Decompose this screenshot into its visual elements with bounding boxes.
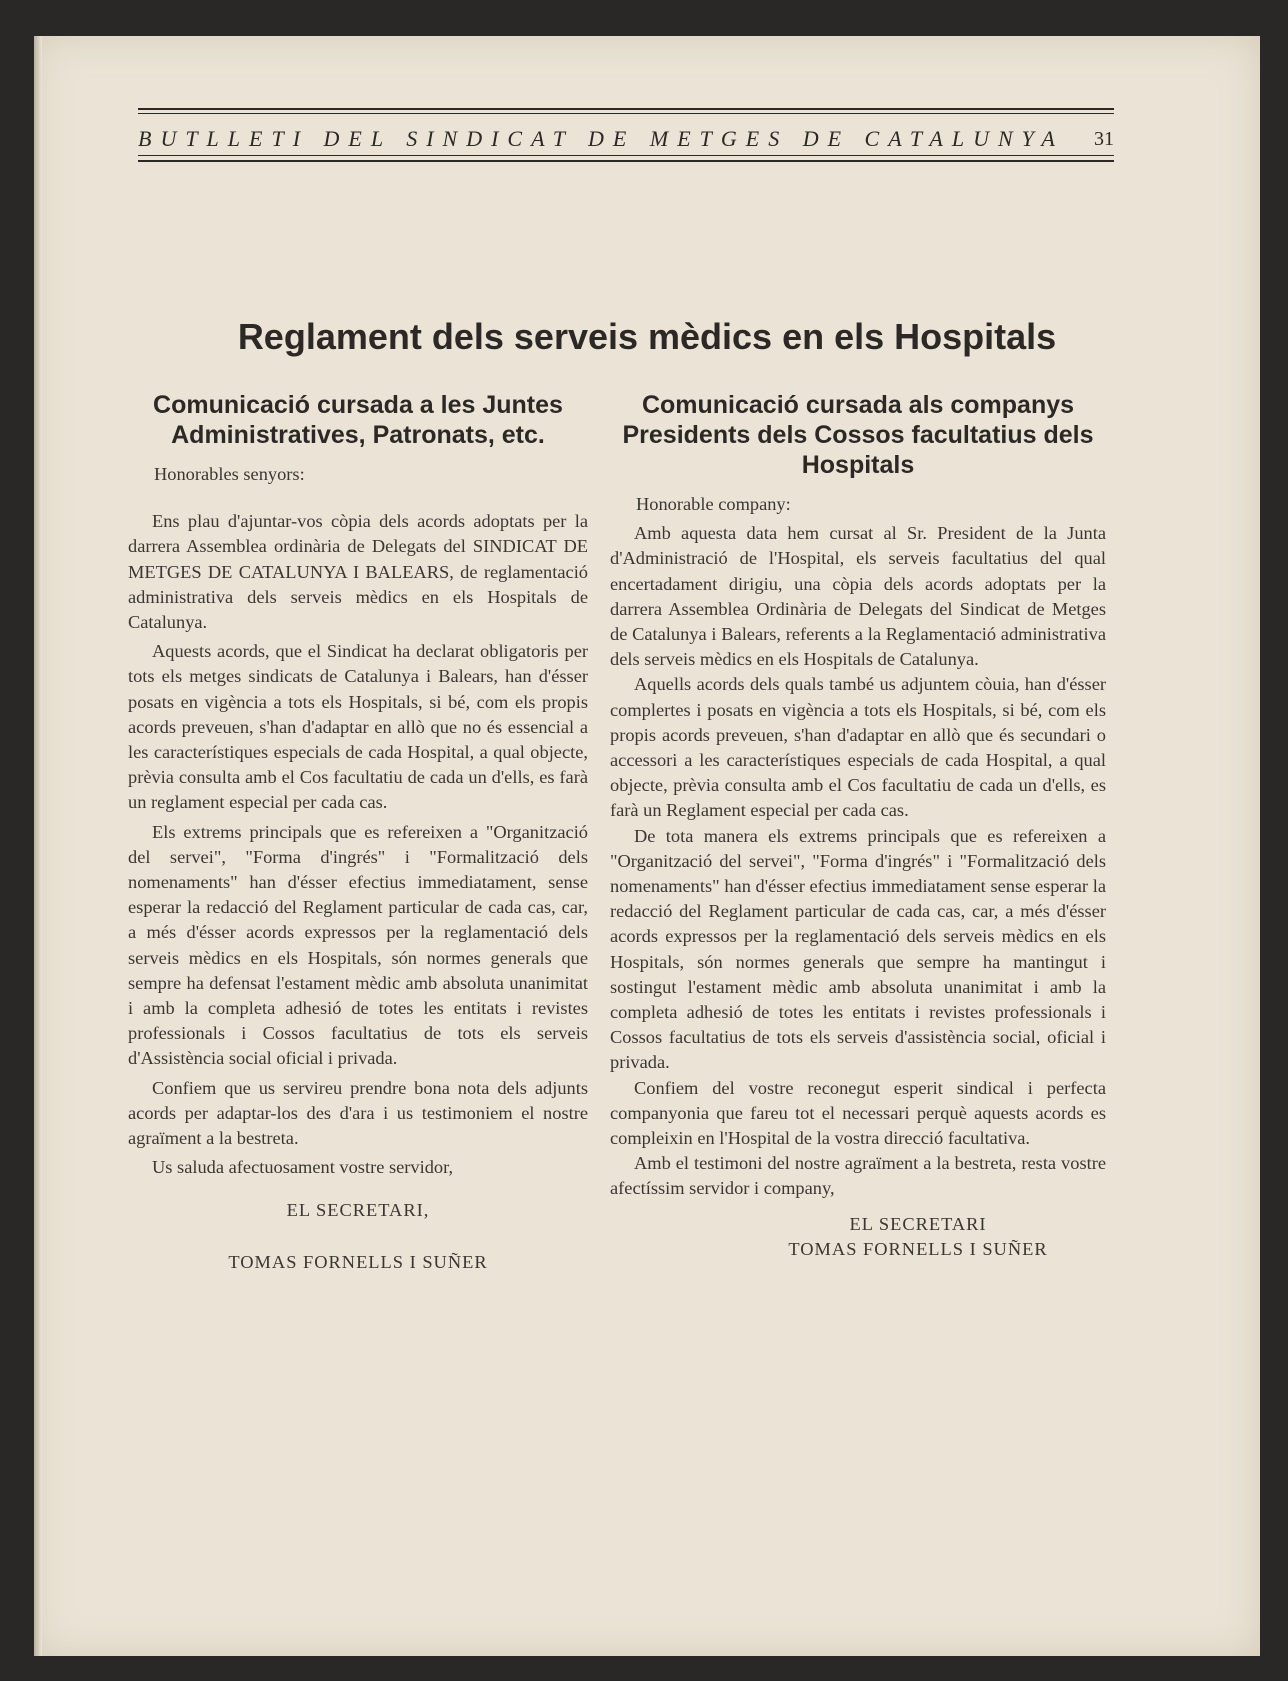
header-rule-top <box>138 108 1114 110</box>
header-rule-top-thin <box>138 113 1114 114</box>
left-column-heading: Comunicació cursada a les Juntes Administratives, Patronats, etc. <box>153 391 563 449</box>
right-paragraph: Amb aquesta data hem cursat al Sr. President de la Junta d'Administració de l'Hospital, els serveis facultatius del qual encertadament dirigiu, una còpia dels acords adoptats per la darrera Assemblea Ordinària de Delegats del Sindicat de Metges de Catalunya i Balears, referents a la Reglamentació administrativa dels serveis mèdics en els Hospitals de Catalunya. <box>610 523 1106 670</box>
right-paragraph: Aquells acords dels quals també us adjuntem còuia, han d'ésser complertes i posats en vigència a tots els Hospitals, si bé, com els propis acords preveuen, s'han d'adaptar en allò que és secundari o accessori a les característiques especials de cada Hospital, a qual objecte, prèvia consulta amb el Cos facultatiu de cada un d'ells, es farà un Reglament especial per cada cas. <box>610 674 1106 821</box>
page-fold-shadow <box>34 36 42 1656</box>
left-signature-name: TOMAS FORNELLS I SUÑER <box>228 1251 488 1272</box>
left-closing: Us saluda afectuosament vostre servidor, <box>152 1157 454 1178</box>
article-title: Reglament dels serveis mèdics en els Hospitals <box>237 316 1057 357</box>
right-signature-name: TOMAS FORNELLS I SUÑER <box>788 1238 1048 1259</box>
right-column <box>610 390 1106 1262</box>
header-rule-bottom-thin <box>138 155 1114 156</box>
right-paragraph: Amb el testimoni del nostre agraïment a la bestreta, resta vostre afectíssim servidor i company, <box>610 1153 1106 1199</box>
right-paragraph: De tota manera els extrems principals que es refereixen a "Organització del servei", "Forma d'ingrés" i "Formalització dels nomenaments" han d'ésser efectius immediatament sense esperar la redacció del Reglament particular de cada cas, car, a més d'ésser acords expressos per la reglamentació dels serveis mèdics en els Hospitals, són normes generals que sempre ha mantingut i sostingut l'estament mèdic amb absoluta unanimitat i amb la completa adhesió de totes les entitats i revistes professionals i Cossos facultatius de tots els serveis d'assistència social, oficial i privada. <box>610 825 1106 1073</box>
right-salutation: Honorable company: <box>636 494 791 514</box>
left-salutation: Honorables senyors: <box>154 464 305 484</box>
left-paragraph: Ens plau d'ajuntar-vos còpia dels acords adoptats per la darrera Assemblea ordinària de Delegats del SINDICAT DE METGES DE CATALUNYA I BALEARS, de reglamentació administrativa dels serveis mèdics en els Hospitals de Catalunya. <box>128 511 588 633</box>
left-paragraph: Els extrems principals que es refereixen a "Organització del servei", "Forma d'ingrés" i "Formalització dels nomenaments" han d'ésser efectius immediatament, sense esperar la redacció del Reglament particular de cada cas, car, a més d'ésser acords expressos per la reglamentació dels serveis mèdics en els Hospitals, són normes generals que sempre ha defensat l'estament mèdic amb absoluta unanimitat i amb la completa adhesió de totes les entitats i revistes professionals i Cossos facultatius de tots els serveis d'Assistència social oficial i privada. <box>128 821 588 1069</box>
running-title: BUTLLETI DEL SINDICAT DE METGES DE CATALUNYA <box>138 126 1064 151</box>
right-paragraph: Confiem del vostre reconegut esperit sindical i perfecta companyonia que fareu tot el necessari perquè aquests acords es compleixin en l'Hospital de la vostra direcció facultativa. <box>610 1077 1106 1149</box>
left-signature-title: EL SECRETARI, <box>286 1200 430 1221</box>
running-header <box>138 106 1114 166</box>
left-paragraph: Aquests acords, que el Sindicat ha declarat obligatoris per tots els metges sindicats de Catalunya i Balears, han d'ésser posats en vigència a tots els Hospitals, si bé, com els propis acords preveuen, s'han d'adaptar en allò que no és essencial a les característiques especials de cada Hospital, a qual objecte, prèvia consulta amb el Cos facultatiu de cada un d'ells, es farà un reglament especial per cada cas. <box>128 641 588 813</box>
left-column <box>128 390 588 1275</box>
header-rule-bottom <box>138 160 1114 162</box>
left-paragraph: Confiem que us servireu prendre bona nota dels adjunts acords per adaptar-los des d'ara i us testimoniem el nostre agraïment a la bestreta. <box>128 1077 588 1149</box>
right-column-heading: Comunicació cursada als companys Presidents dels Cossos facultatius dels Hospitals <box>622 391 1094 479</box>
right-signature-title: EL SECRETARI <box>849 1213 987 1234</box>
journal-page <box>34 36 1260 1656</box>
page-number: 31 <box>1094 128 1114 150</box>
